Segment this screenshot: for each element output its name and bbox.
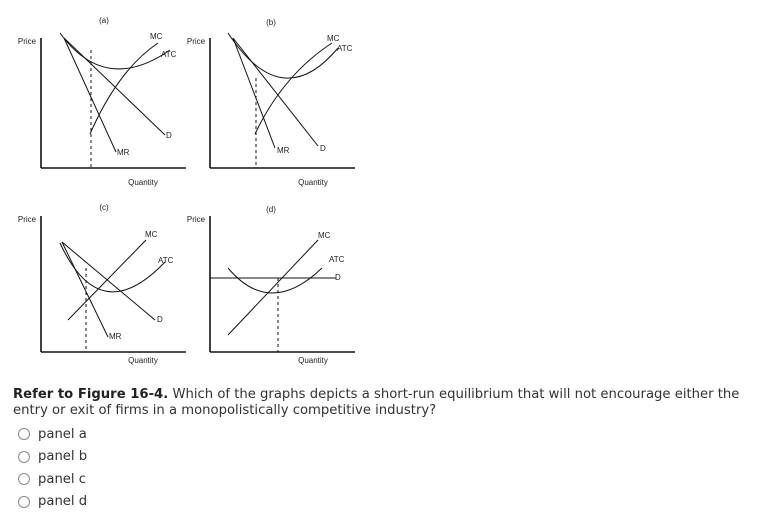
answer-choices <box>18 423 87 513</box>
question-text <box>13 387 773 419</box>
panel-b-atc-curve <box>228 33 338 78</box>
panel-b <box>187 18 355 187</box>
panel-b-atc-label: ATC <box>337 44 353 53</box>
choice-label: panel a <box>38 427 87 442</box>
panel-a-d-label: D <box>166 131 172 140</box>
panel-a-mr-curve <box>64 38 116 152</box>
choice-panel-b[interactable] <box>18 446 87 469</box>
panel-c-mc-label: MC <box>145 230 158 239</box>
radio-button[interactable] <box>18 473 30 485</box>
panel-d-d-label: D <box>335 273 341 282</box>
radio-button[interactable] <box>18 496 30 508</box>
panel-b-mr-label: MR <box>277 146 290 155</box>
panel-d-atc-curve <box>228 268 322 293</box>
figure-16-4 <box>0 0 400 380</box>
panel-d-quantity-label: Quantity <box>298 356 328 365</box>
choice-label: panel b <box>38 449 87 464</box>
panel-a-atc-label: ATC <box>161 50 177 59</box>
choice-panel-c[interactable] <box>18 468 87 491</box>
panel-c <box>18 203 186 365</box>
panel-c-price-label: Price <box>18 215 37 224</box>
panel-b-d-label: D <box>320 144 326 153</box>
panel-b-price-label: Price <box>187 37 206 46</box>
panel-c-d-label: D <box>157 315 163 324</box>
radio-button[interactable] <box>18 451 30 463</box>
panel-b-mc-curve <box>255 43 332 134</box>
panel-b-quantity-label: Quantity <box>298 178 328 187</box>
panel-d-label: (d) <box>266 205 276 214</box>
panel-a-mc-label: MC <box>150 32 163 41</box>
choice-panel-a[interactable] <box>18 423 87 446</box>
panel-d-atc-label: ATC <box>329 255 345 264</box>
choice-label: panel d <box>38 494 87 509</box>
panel-c-mr-label: MR <box>109 332 122 341</box>
panel-b-label: (b) <box>266 18 276 27</box>
question-body: Which of the graphs depicts a short-run equilibrium that will not encourage either the entry or exit of firms in a monopolistically competitive industry? <box>13 387 739 418</box>
panel-a-mc-curve <box>90 43 158 134</box>
panel-c-atc-label: ATC <box>158 256 174 265</box>
panel-c-demand-curve <box>62 242 155 320</box>
question-reference: Refer to Figure 16-4. <box>13 387 168 402</box>
panel-a-label: (a) <box>99 16 109 25</box>
panel-a-demand-curve <box>64 38 165 135</box>
panel-c-mc-curve <box>68 240 146 320</box>
panel-d-mc-curve <box>228 240 318 335</box>
panel-d <box>187 205 355 365</box>
panel-d-price-label: Price <box>187 215 206 224</box>
panel-a-mr-label: MR <box>117 148 130 157</box>
panel-c-quantity-label: Quantity <box>128 356 158 365</box>
panel-d-mc-label: MC <box>318 231 331 240</box>
panel-a <box>18 16 186 187</box>
choice-label: panel c <box>38 472 86 487</box>
radio-button[interactable] <box>18 428 30 440</box>
panel-a-price-label: Price <box>18 37 37 46</box>
choice-panel-d[interactable] <box>18 491 87 513</box>
panel-b-demand-curve <box>233 38 318 146</box>
panel-c-label: (c) <box>99 203 109 212</box>
panel-b-mc-label: MC <box>327 34 340 43</box>
panel-b-mr-curve <box>233 38 275 148</box>
panel-a-quantity-label: Quantity <box>128 178 158 187</box>
